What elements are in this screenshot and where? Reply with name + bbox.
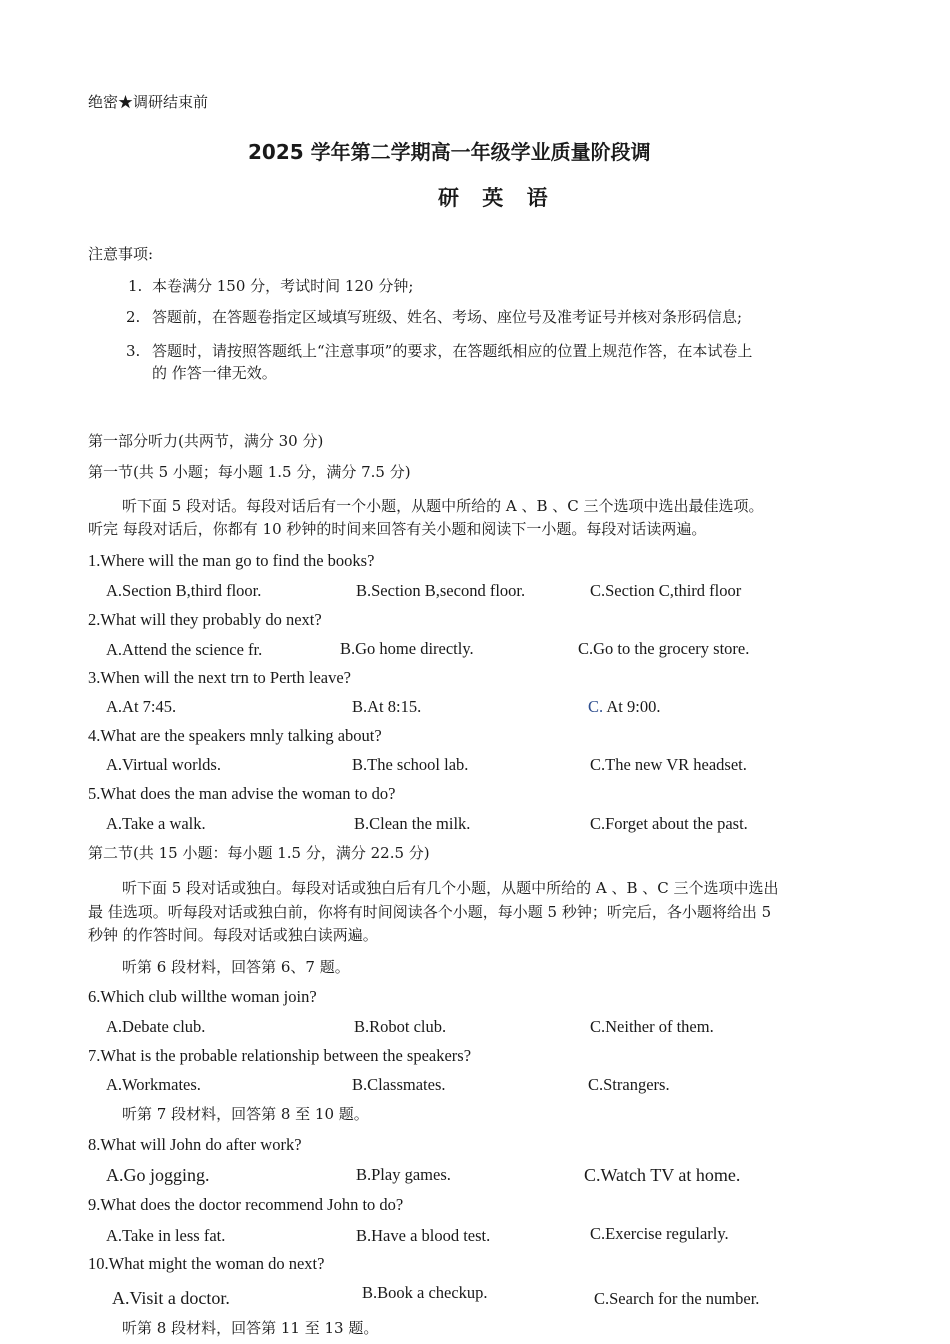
- question-6: 6.Which club willthe woman join?: [88, 987, 317, 1006]
- part1-heading: 第一部分听力(共两节，满分 30 分): [88, 432, 324, 450]
- q4-option-a: A.Virtual worlds.: [106, 755, 221, 774]
- q6-option-b: B.Robot club.: [354, 1017, 447, 1036]
- section2-heading: 第二节(共 15 小题：每小题 1.5 分，满分 22.5 分): [88, 844, 430, 862]
- q10-option-c: C.Search for the number.: [594, 1289, 760, 1308]
- q6-option-c: C.Neither of them.: [590, 1017, 714, 1036]
- q10-option-b: B.Book a checkup.: [362, 1283, 488, 1302]
- exam-subtitle: 研 英 语: [438, 185, 556, 210]
- notice-item-3-text-cont: 的 作答一律无效。: [152, 364, 277, 382]
- section1-instruction-2: 听完 每段对话后，你都有 10 秒钟的时间来回答有关小题和阅读下一小题。每段对话读两遍。: [88, 520, 707, 538]
- q4-option-b: B.The school lab.: [352, 755, 469, 774]
- q7-option-b: B.Classmates.: [352, 1075, 446, 1094]
- q1-option-b: B.Section B,second floor.: [356, 581, 526, 600]
- q2-option-c: C.Go to the grocery store.: [578, 639, 750, 658]
- notice-item-2-num: 2.: [126, 308, 141, 326]
- q2-option-a: A.Attend the science fr.: [106, 640, 263, 659]
- question-5: 5.What does the man advise the woman to do?: [88, 784, 396, 803]
- q3-option-c-letter: C.: [588, 697, 604, 716]
- confidential-label: 绝密★调研结束前: [88, 93, 209, 111]
- q5-option-a: A.Take a walk.: [106, 814, 206, 833]
- question-10: 10.What might the woman do next?: [88, 1254, 325, 1273]
- notice-heading: 注意事项:: [88, 245, 154, 263]
- material-note-7: 听第 7 段材料，回答第 8 至 10 题。: [122, 1105, 369, 1123]
- section1-instruction-1: 听下面 5 段对话。每段对话后有一个小题，从题中所给的 A 、B 、C 三个选项中选出最佳选项。: [122, 497, 764, 515]
- q7-option-a: A.Workmates.: [106, 1075, 201, 1094]
- q3-option-c: [588, 697, 660, 717]
- section2-instruction-1: 听下面 5 段对话或独白。每段对话或独白后有几个小题，从题中所给的 A 、B 、C 三个选项中选出: [122, 879, 779, 897]
- q8-option-a: A.Go jogging.: [106, 1165, 210, 1185]
- question-8: 8.What will John do after work?: [88, 1135, 302, 1154]
- q9-option-a: A.Take in less fat.: [106, 1226, 226, 1245]
- q5-option-b: B.Clean the milk.: [354, 814, 471, 833]
- q3-option-c-text: At 9:00.: [603, 697, 661, 716]
- notice-item-3-num: 3.: [126, 342, 141, 360]
- q3-option-a: A.At 7:45.: [106, 697, 177, 716]
- q4-option-c: C.The new VR headset.: [590, 755, 747, 774]
- q8-option-b: B.Play games.: [356, 1165, 451, 1184]
- notice-item-1-text: 本卷满分 150 分，考试时间 120 分钟;: [152, 277, 414, 295]
- question-1: 1.Where will the man go to find the books?: [88, 551, 375, 570]
- q3-option-b: B.At 8:15.: [352, 697, 422, 716]
- q10-option-a: A.Visit a doctor.: [112, 1288, 230, 1308]
- q1-option-c: C.Section C,third floor: [590, 581, 742, 600]
- material-note-6: 听第 6 段材料，回答第 6、7 题。: [122, 958, 350, 976]
- q9-option-b: B.Have a blood test.: [356, 1226, 491, 1245]
- material-note-8: 听第 8 段材料，回答第 11 至 13 题。: [122, 1319, 379, 1337]
- q6-option-a: A.Debate club.: [106, 1017, 206, 1036]
- q1-option-a: A.Section B,third floor.: [106, 581, 262, 600]
- section2-instruction-2: 最 佳选项。听每段对话或独白前，你将有时间阅读各个小题，每小题 5 秒钟；听完后，各小题将给出 5: [88, 903, 772, 921]
- q7-option-c: C.Strangers.: [588, 1075, 670, 1094]
- notice-item-1-num: 1.: [128, 277, 143, 295]
- q2-option-b: B.Go home directly.: [340, 639, 474, 658]
- section1-heading: 第一节(共 5 小题；每小题 1.5 分，满分 7.5 分): [88, 463, 411, 481]
- section2-instruction-3: 秒钟 的作答时间。每段对话或独白读两遍。: [88, 926, 378, 944]
- question-2: 2.What will they probably do next?: [88, 610, 322, 629]
- question-9: 9.What does the doctor recommend John to do?: [88, 1195, 404, 1214]
- question-4: 4.What are the speakers mnly talking about?: [88, 726, 382, 745]
- question-3: 3.When will the next trn to Perth leave?: [88, 668, 352, 687]
- q5-option-c: C.Forget about the past.: [590, 814, 748, 833]
- exam-title: 2025 学年第二学期高一年级学业质量阶段调: [248, 140, 651, 164]
- q8-option-c: C.Watch TV at home.: [584, 1165, 741, 1185]
- notice-item-3-text: 答题时，请按照答题纸上“注意事项”的要求，在答题纸相应的位置上规范作答，在本试卷上: [152, 342, 753, 360]
- notice-item-2-text: 答题前，在答题卷指定区域填写班级、姓名、考场、座位号及准考证号并核对条形码信息;: [152, 308, 743, 326]
- question-7: 7.What is the probable relationship between the speakers?: [88, 1046, 472, 1065]
- q9-option-c: C.Exercise regularly.: [590, 1224, 729, 1243]
